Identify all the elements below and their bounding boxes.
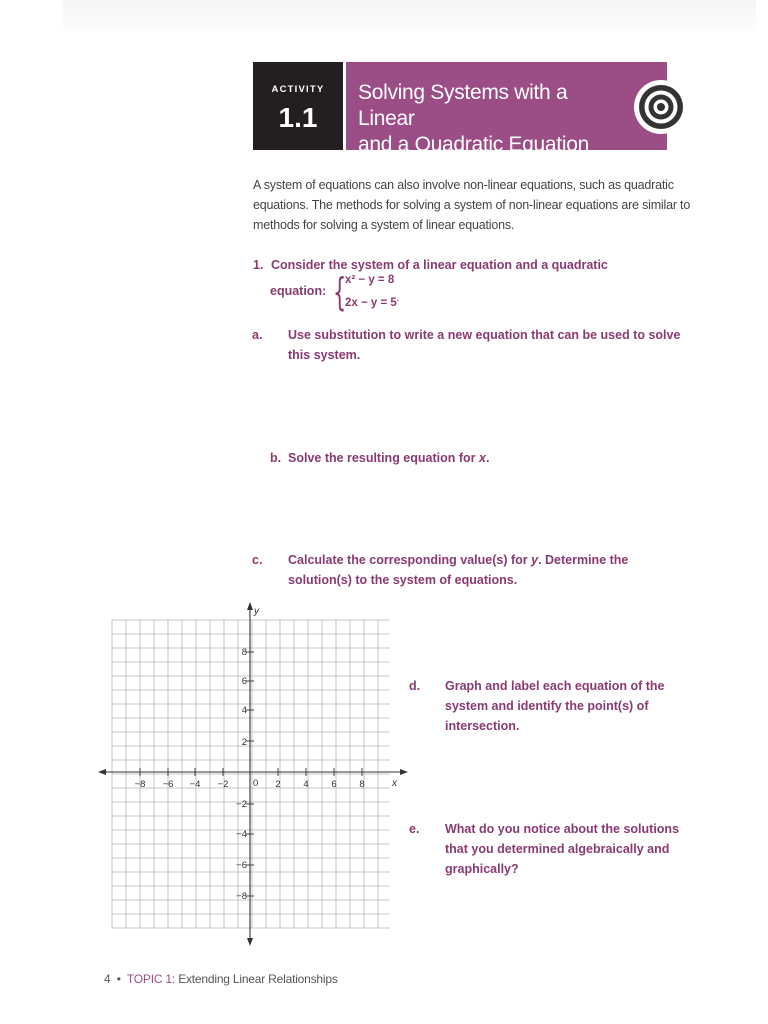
x-tick-label: 4	[303, 779, 309, 790]
question-1	[253, 255, 693, 275]
equation-label: equation:	[270, 284, 327, 298]
question-1d: d. Graph and label each equation of the system and identify the point(s) of intersection.	[409, 679, 665, 733]
activity-number: 1.1	[278, 102, 318, 133]
x-tick-label: 8	[359, 779, 365, 790]
coordinate-grid	[94, 600, 412, 950]
equation-system	[333, 272, 423, 312]
x-tick-label: 2	[275, 779, 281, 790]
y-axis-bottom-arrow	[247, 938, 253, 946]
x-axis-label: x	[392, 778, 397, 789]
title-line-2: and a Quadratic Equation	[358, 133, 589, 156]
activity-title-box	[346, 62, 667, 156]
footer-topic-title: Extending Linear Relationships	[178, 972, 338, 986]
y-tick-label: −8	[236, 891, 247, 902]
question-number: 1.	[253, 258, 264, 272]
equation-1: x² − y = 8	[345, 274, 395, 286]
question-1b: b. Solve the resulting equation for x.	[270, 451, 490, 465]
page-number: 4	[104, 972, 111, 986]
activity-label: ACTIVITY	[271, 84, 325, 95]
y-axis-top-arrow	[247, 602, 253, 610]
title-line-1: Solving Systems with a Linear	[358, 81, 568, 130]
y-tick-label: −2	[236, 799, 247, 810]
question-1-text: Consider the system of a linear equation and a quadratic	[271, 258, 608, 272]
x-axis-left-arrow	[98, 769, 106, 775]
x-axis-right-arrow	[400, 769, 408, 775]
question-1c: c. Calculate the corresponding value(s) for y. Determine the solution(s) to the system of equations.	[252, 553, 629, 587]
brace-symbol: {	[333, 270, 347, 314]
x-tick-label: 6	[331, 779, 337, 790]
y-tick-label: 2	[241, 737, 247, 748]
y-tick-label: −4	[236, 829, 247, 840]
x-tick-label: −2	[217, 779, 229, 790]
activity-badge	[253, 62, 343, 150]
question-1a: a. Use substitution to write a new equation that can be used to solve this system.	[252, 328, 681, 362]
target-icon	[633, 79, 689, 135]
footer-topic: TOPIC 1:	[126, 972, 176, 986]
y-tick-label: −6	[236, 860, 247, 871]
top-shadow-band	[62, 0, 756, 30]
question-1e: e. What do you notice about the solutions that you determined algebraically and graphically?	[409, 822, 680, 876]
equation-2: 2x − y = 5.	[345, 294, 400, 309]
grid-lines	[112, 620, 390, 928]
y-tick-label: 6	[241, 676, 247, 687]
x-tick-label: −8	[134, 779, 146, 790]
y-axis-label: y	[254, 606, 259, 617]
x-tick-label: −4	[189, 779, 201, 790]
origin-label: 0	[253, 778, 259, 789]
y-tick-label: 4	[241, 705, 247, 716]
x-tick-label: −6	[162, 779, 174, 790]
y-tick-label: 8	[241, 647, 247, 658]
footer-separator: •	[116, 972, 121, 986]
activity-title	[358, 80, 628, 158]
page-footer	[104, 972, 338, 986]
intro-paragraph: A system of equations can also involve non-linear equations, such as quadratic equations. The methods for solving a system of non-linear equations are similar to methods for solving a system of linear equations.	[253, 178, 691, 232]
